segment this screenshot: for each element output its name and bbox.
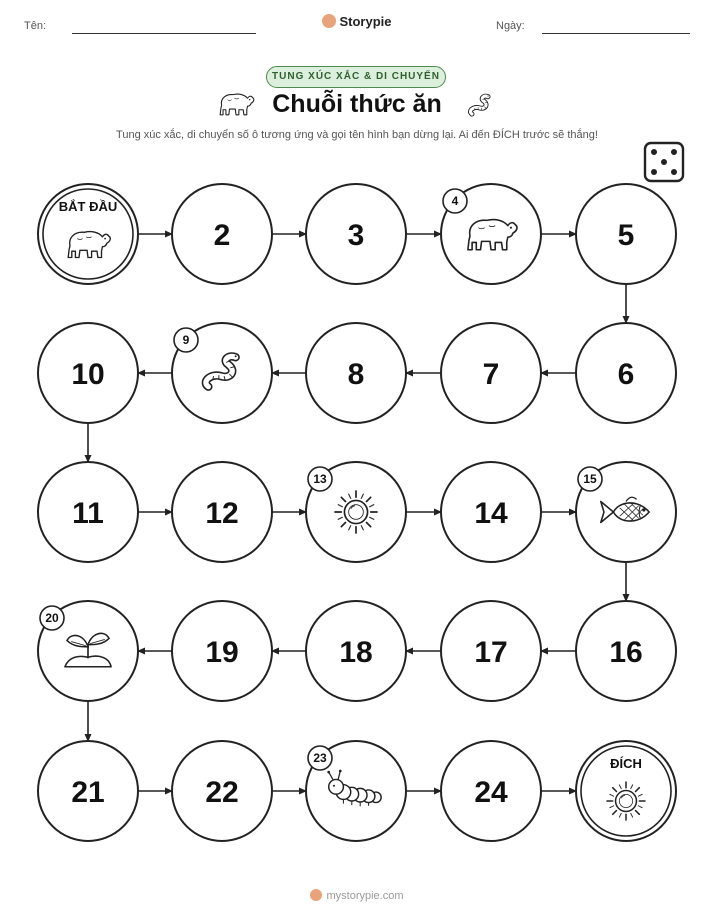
space-6 (576, 323, 676, 423)
space-10 (38, 323, 138, 423)
space-7 (441, 323, 541, 423)
space-number-badge-text: 20 (45, 611, 59, 625)
space-8 (306, 323, 406, 423)
space-3 (306, 184, 406, 284)
space-16 (576, 601, 676, 701)
brand-name: Storypie (339, 14, 392, 29)
space-number-badge-text: 15 (583, 472, 597, 486)
space-number: 21 (71, 776, 105, 809)
space-number: 7 (482, 358, 500, 391)
space-13 (306, 462, 406, 562)
space-number-badge-text: 9 (182, 333, 190, 347)
space-5 (576, 184, 676, 284)
space-number-badge-text: 4 (451, 194, 459, 208)
space-number: 3 (347, 219, 365, 252)
space-12 (172, 462, 272, 562)
space-number: 12 (205, 497, 239, 530)
space-17 (441, 601, 541, 701)
storypie-logo-icon (310, 889, 322, 901)
space-number: 10 (71, 358, 105, 391)
title-worm-icon (470, 96, 488, 115)
space-15 (576, 462, 676, 562)
space-number: 2 (213, 219, 231, 252)
space-number: 24 (474, 776, 508, 809)
space-number: 6 (617, 358, 635, 391)
space-number-badge-text: 13 (313, 472, 327, 486)
space-number: 5 (617, 219, 635, 252)
space-number: 19 (205, 636, 239, 669)
space-number: 16 (609, 636, 643, 669)
space-22 (172, 741, 272, 841)
space-number: 22 (205, 776, 239, 809)
space-23 (306, 741, 406, 841)
game-type-pill: TUNG XÚC XẮC & DI CHUYỂN (266, 66, 446, 88)
footer (0, 889, 714, 902)
dice-five-icon (645, 143, 683, 181)
space-19 (172, 601, 272, 701)
space-24 (441, 741, 541, 841)
space-20 (38, 601, 138, 701)
space-finish (576, 741, 676, 841)
space-number: 8 (347, 358, 365, 391)
space-14 (441, 462, 541, 562)
footer-url: mystorypie.com (326, 890, 404, 902)
sun-icon (607, 782, 645, 820)
date-label: Ngày: (496, 20, 525, 32)
space-number: 11 (72, 497, 104, 530)
sun-icon (335, 491, 377, 533)
title-bear-icon (220, 94, 254, 115)
space-4 (441, 184, 541, 284)
space-label: BẮT ĐẦU (58, 199, 118, 214)
space-11 (38, 462, 138, 562)
space-label: ĐÍCH (610, 756, 642, 771)
space-2 (172, 184, 272, 284)
space-number: 18 (339, 636, 373, 669)
space-number: 17 (474, 636, 508, 669)
instructions: Tung xúc xắc, di chuyển số ô tương ứng và gọi tên hình bạn dừng lại. Ai đến ĐÍCH trước sẽ thắng! (116, 129, 598, 141)
space-start (38, 184, 138, 284)
space-18 (306, 601, 406, 701)
page-title: Chuỗi thức ăn (272, 90, 442, 118)
space-21 (38, 741, 138, 841)
space-number: 14 (474, 497, 508, 530)
name-label: Tên: (24, 20, 47, 32)
space-9 (172, 323, 272, 423)
space-number-badge-text: 23 (313, 751, 327, 765)
